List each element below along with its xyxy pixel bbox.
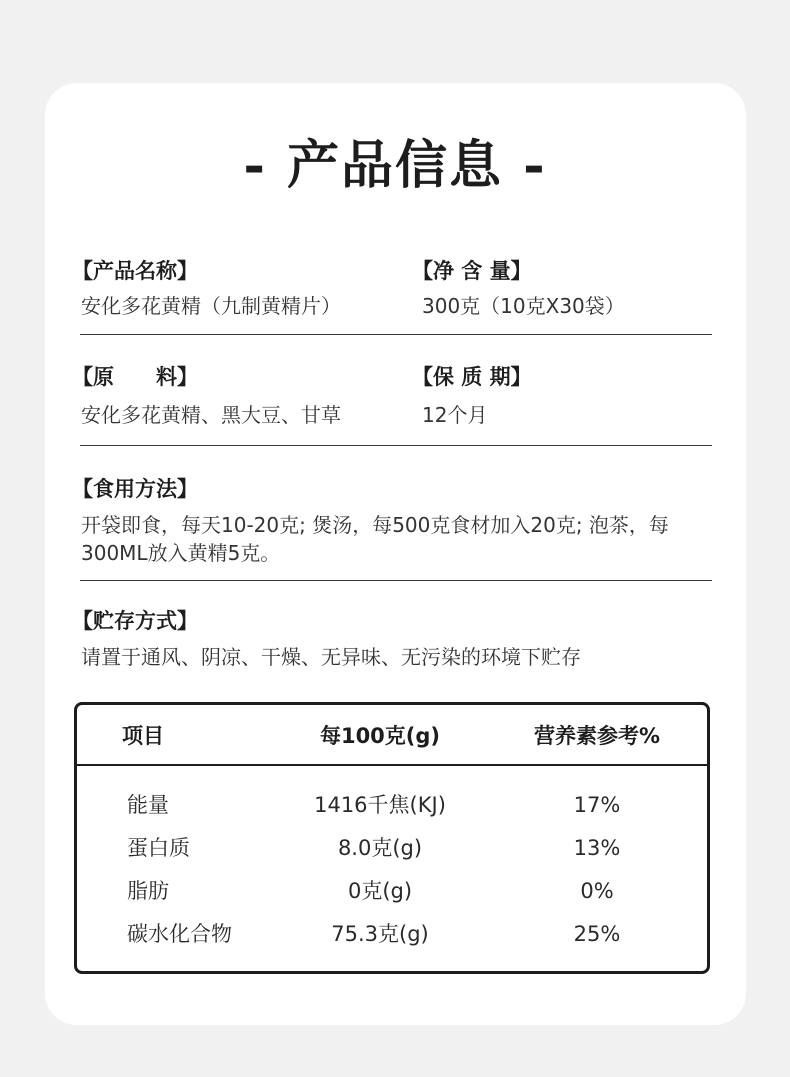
usage-label: 【食用方法】 — [72, 477, 198, 501]
nutrition-header-per100g: 每100克(g) — [319, 724, 441, 748]
nutrition-header-divider — [77, 764, 707, 766]
nutrition-row-amount: 75.3克(g) — [331, 922, 429, 946]
divider — [80, 580, 712, 581]
nutrition-row-nrv: 0% — [580, 879, 614, 903]
divider — [80, 334, 712, 335]
shelf-life-value: 12个月 — [422, 403, 488, 427]
nutrition-row-amount: 0克(g) — [347, 879, 413, 903]
nutrition-row-nrv: 13% — [573, 836, 621, 860]
product-name-label: 【产品名称】 — [72, 259, 198, 283]
storage-label: 【贮存方式】 — [72, 609, 198, 633]
nutrition-header-nrv: 营养素参考% — [533, 724, 661, 748]
ingredients-value: 安化多花黄精、黑大豆、甘草 — [81, 403, 341, 427]
usage-value: 开袋即食，每天10-20克; 煲汤，每500克食材加入20克; 泡茶，每300ML放入黄精5克。 — [81, 513, 669, 565]
divider — [80, 445, 712, 446]
nutrition-header-item: 项目 — [122, 724, 164, 748]
nutrition-table — [74, 702, 710, 974]
nutrition-row-name: 蛋白质 — [127, 836, 190, 860]
nutrition-row-amount: 1416千焦(KJ) — [314, 793, 446, 817]
nutrition-row-nrv: 25% — [573, 922, 621, 946]
net-content-label: 【净 含 量】 — [412, 259, 532, 283]
nutrition-row-name: 能量 — [127, 793, 169, 817]
page-title: - 产品信息 - — [243, 135, 547, 196]
ingredients-label: 【原 料】 — [72, 365, 198, 389]
product-name-value: 安化多花黄精（九制黄精片） — [81, 294, 341, 318]
nutrition-row-amount: 8.0克(g) — [337, 836, 423, 860]
storage-value: 请置于通风、阴凉、干燥、无异味、无污染的环境下贮存 — [81, 645, 581, 669]
nutrition-row-name: 碳水化合物 — [127, 922, 232, 946]
net-content-value: 300克（10克X30袋） — [422, 294, 625, 318]
nutrition-row-nrv: 17% — [573, 793, 621, 817]
shelf-life-label: 【保 质 期】 — [412, 365, 532, 389]
nutrition-row-name: 脂肪 — [127, 879, 169, 903]
